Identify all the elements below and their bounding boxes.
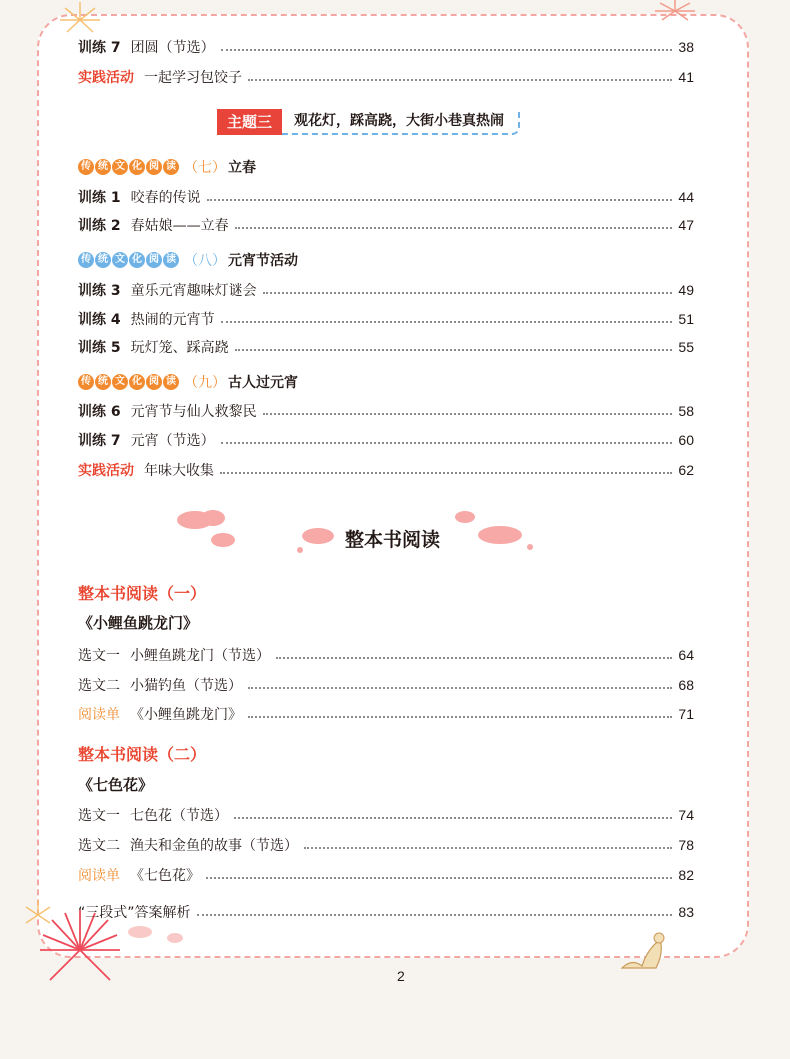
entry-title: 元宵节与仙人救黎民 [130, 404, 257, 420]
page-number: 2 [397, 968, 405, 984]
toc-entry[interactable] [78, 457, 694, 483]
entry-title: 七色花（节选） [130, 808, 228, 824]
badge-char: 阅 [146, 374, 162, 390]
entry-page: 83 [678, 904, 694, 920]
badge-char: 化 [129, 159, 145, 175]
leader-dots [206, 877, 672, 879]
section-badges [78, 374, 180, 390]
leader-dots [276, 657, 672, 659]
section-heading [78, 247, 298, 273]
section-title: 立春 [228, 160, 256, 176]
entry-label: 训练 4 [78, 312, 121, 328]
cloud-decoration-right [445, 505, 545, 555]
part-heading: 整本书阅读（二） [78, 745, 207, 764]
entry-title: 《七色花》 [130, 868, 200, 884]
entry-label: 选文二 [78, 678, 120, 694]
entry-title: 童乐元宵趣味灯谜会 [130, 283, 257, 299]
answers-entry[interactable] [78, 899, 694, 925]
badge-char: 传 [78, 374, 94, 390]
entry-label: 阅读单 [78, 868, 120, 884]
section-heading [78, 369, 298, 395]
toc-entry[interactable] [78, 277, 694, 303]
toc-entry[interactable] [78, 427, 694, 453]
entry-title: 小猫钓鱼（节选） [130, 678, 242, 694]
entry-page: 78 [678, 837, 694, 853]
entry-page: 44 [678, 189, 694, 205]
leader-dots [197, 914, 673, 916]
section-badges [78, 159, 180, 175]
toc-entry[interactable] [78, 862, 694, 888]
entry-page: 58 [678, 403, 694, 419]
entry-page: 41 [678, 69, 694, 85]
section-title: 元宵节活动 [228, 253, 298, 269]
cloud-decoration-center [290, 522, 340, 557]
section-badges [78, 252, 180, 268]
entry-page: 68 [678, 677, 694, 693]
entry-title: 春姑娘——立春 [130, 218, 229, 234]
toc-entry[interactable] [78, 334, 694, 360]
entry-page: 82 [678, 867, 694, 883]
leader-dots [221, 321, 673, 323]
toc-entry[interactable] [78, 802, 694, 828]
leader-dots [248, 716, 672, 718]
toc-entry[interactable] [78, 64, 694, 90]
entry-title: 渔夫和金鱼的故事（节选） [130, 838, 298, 854]
toc-entry[interactable] [78, 212, 694, 238]
theme-title: 观花灯，踩高跷，大街小巷真热闹 [282, 109, 520, 135]
toc-entry[interactable] [78, 832, 694, 858]
entry-title: 年味大收集 [144, 463, 214, 479]
entry-label: 训练 6 [78, 404, 121, 420]
entry-title: 元宵（节选） [130, 433, 215, 449]
entry-title: 一起学习包饺子 [144, 70, 242, 86]
entry-label: 阅读单 [78, 707, 120, 723]
book-title: 《小鲤鱼跳龙门》 [78, 614, 199, 632]
entry-label: 选文一 [78, 648, 120, 664]
section-heading [78, 154, 256, 180]
badge-char: 文 [112, 374, 128, 390]
badge-char: 统 [95, 159, 111, 175]
theme-banner [217, 109, 520, 135]
entry-label: 训练 3 [78, 283, 121, 299]
firework-decoration-top-right [650, 0, 700, 22]
entry-label: 训练 1 [78, 190, 121, 206]
entry-page: 55 [678, 339, 694, 355]
section-number: （九） [184, 375, 226, 391]
entry-label: 训练 5 [78, 340, 121, 356]
toc-entry[interactable] [78, 398, 694, 424]
leader-dots [248, 79, 672, 81]
leader-dots [235, 227, 673, 229]
book-title: 《七色花》 [78, 776, 154, 794]
badge-char: 统 [95, 374, 111, 390]
toc-entry[interactable] [78, 672, 694, 698]
entry-title: 热闹的元宵节 [130, 312, 215, 328]
badge-char: 读 [163, 252, 179, 268]
toc-entry[interactable] [78, 306, 694, 332]
entry-title: 团圆（节选） [130, 40, 215, 56]
entry-label: 训练 2 [78, 218, 121, 234]
leader-dots [220, 472, 672, 474]
badge-char: 读 [163, 374, 179, 390]
theme-tag: 主题三 [217, 109, 282, 135]
badge-char: 读 [163, 159, 179, 175]
badge-char: 文 [112, 252, 128, 268]
entry-page: 47 [678, 217, 694, 233]
entry-page: 64 [678, 647, 694, 663]
part-heading: 整本书阅读（一） [78, 584, 207, 603]
entry-title: 《小鲤鱼跳龙门》 [130, 707, 242, 723]
entry-page: 60 [678, 432, 694, 448]
entry-label: 实践活动 [78, 70, 134, 86]
toc-entry[interactable] [78, 34, 694, 60]
toc-entry[interactable] [78, 642, 694, 668]
entry-label: 训练 7 [78, 40, 121, 56]
entry-label: 选文一 [78, 808, 120, 824]
entry-label: 实践活动 [78, 463, 134, 479]
leader-dots [221, 49, 673, 51]
entry-label: “三段式”答案解析 [78, 905, 191, 921]
badge-char: 传 [78, 159, 94, 175]
badge-char: 统 [95, 252, 111, 268]
leader-dots [221, 442, 673, 444]
entry-page: 62 [678, 462, 694, 478]
entry-page: 71 [678, 706, 694, 722]
toc-entry[interactable] [78, 184, 694, 210]
entry-label: 训练 7 [78, 433, 121, 449]
badge-char: 传 [78, 252, 94, 268]
entry-title: 小鲤鱼跳龙门（节选） [130, 648, 270, 664]
badge-char: 文 [112, 159, 128, 175]
lantern-figure-decoration [612, 918, 672, 978]
entry-page: 38 [678, 39, 694, 55]
entry-label: 选文二 [78, 838, 120, 854]
entry-title: 咬春的传说 [130, 190, 201, 206]
entry-page: 49 [678, 282, 694, 298]
leader-dots [248, 687, 672, 689]
leader-dots [263, 413, 673, 415]
entry-page: 74 [678, 807, 694, 823]
entry-page: 51 [678, 311, 694, 327]
badge-char: 阅 [146, 252, 162, 268]
leader-dots [263, 292, 673, 294]
leader-dots [304, 847, 672, 849]
entry-title: 玩灯笼、踩高跷 [130, 340, 229, 356]
toc-entry[interactable] [78, 701, 694, 727]
badge-char: 化 [129, 252, 145, 268]
leader-dots [234, 817, 672, 819]
section-title: 古人过元宵 [228, 375, 298, 391]
cloud-decoration-left [165, 500, 245, 550]
badge-char: 化 [129, 374, 145, 390]
section-number: （八） [184, 253, 226, 269]
leader-dots [235, 349, 673, 351]
section-number: （七） [184, 160, 226, 176]
badge-char: 阅 [146, 159, 162, 175]
whole-book-title: 整本书阅读 [345, 529, 441, 551]
leader-dots [207, 199, 673, 201]
